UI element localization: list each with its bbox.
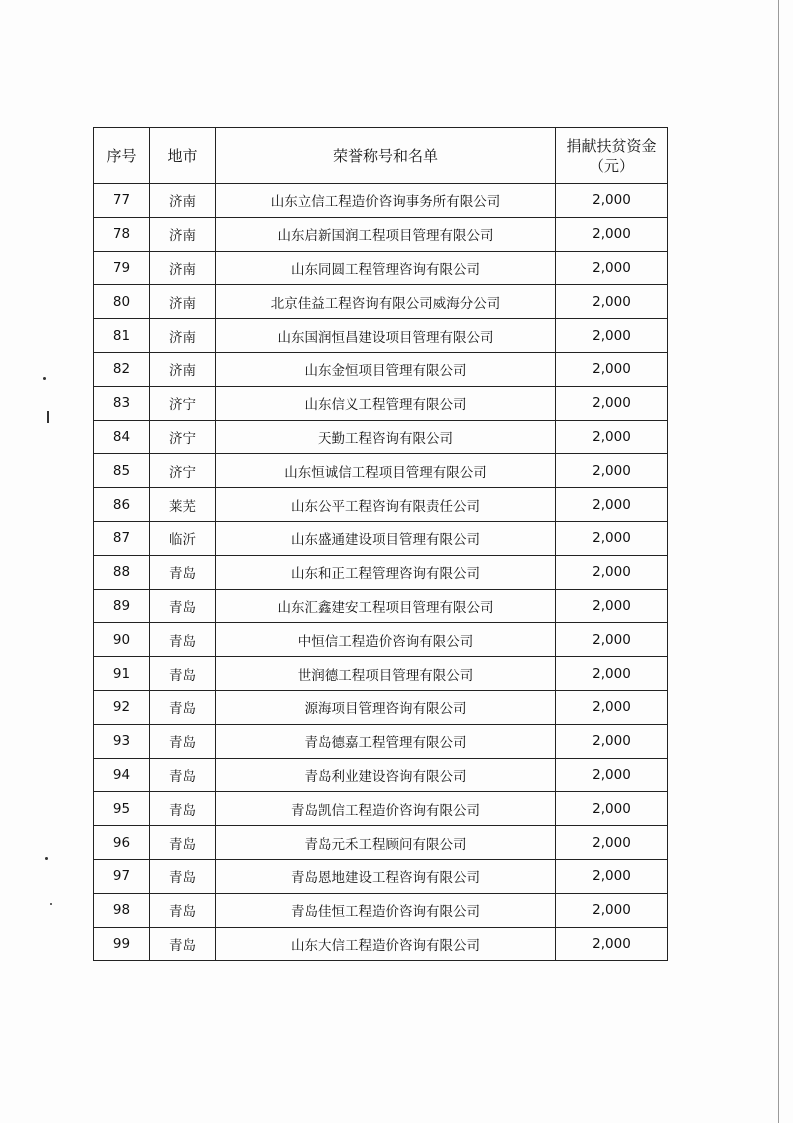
cell-no: 99	[94, 927, 150, 961]
table-row	[94, 927, 668, 961]
cell-no: 87	[94, 521, 150, 555]
cell-amount: 2,000	[556, 386, 668, 420]
cell-city: 青岛	[150, 758, 216, 792]
cell-city: 青岛	[150, 690, 216, 724]
cell-city: 青岛	[150, 623, 216, 657]
table-row	[94, 724, 668, 758]
table-row	[94, 420, 668, 454]
cell-city: 青岛	[150, 657, 216, 691]
cell-no: 98	[94, 893, 150, 927]
cell-city: 济南	[150, 217, 216, 251]
cell-no: 83	[94, 386, 150, 420]
scan-speck	[45, 857, 48, 860]
cell-amount: 2,000	[556, 859, 668, 893]
cell-name: 青岛德嘉工程管理有限公司	[216, 724, 556, 758]
cell-city: 济宁	[150, 386, 216, 420]
table-row	[94, 251, 668, 285]
cell-name: 中恒信工程造价咨询有限公司	[216, 623, 556, 657]
cell-amount: 2,000	[556, 792, 668, 826]
table-row	[94, 589, 668, 623]
cell-no: 88	[94, 555, 150, 589]
cell-city: 济南	[150, 319, 216, 353]
table-header-row	[94, 128, 668, 184]
table-row	[94, 285, 668, 319]
cell-amount: 2,000	[556, 724, 668, 758]
cell-city: 济南	[150, 184, 216, 218]
cell-name: 山东启新国润工程项目管理有限公司	[216, 217, 556, 251]
scan-edge-line	[778, 0, 779, 1123]
cell-name: 山东立信工程造价咨询事务所有限公司	[216, 184, 556, 218]
cell-city: 临沂	[150, 521, 216, 555]
cell-no: 89	[94, 589, 150, 623]
cell-city: 青岛	[150, 724, 216, 758]
scan-speck	[43, 377, 46, 380]
cell-no: 86	[94, 488, 150, 522]
cell-no: 80	[94, 285, 150, 319]
table-row	[94, 859, 668, 893]
cell-city: 济南	[150, 352, 216, 386]
cell-city: 济南	[150, 285, 216, 319]
scan-speck	[47, 411, 49, 423]
header-no: 序号	[94, 128, 150, 184]
cell-name: 山东金恒项目管理有限公司	[216, 352, 556, 386]
cell-city: 青岛	[150, 927, 216, 961]
table-row	[94, 657, 668, 691]
table-row	[94, 521, 668, 555]
cell-name: 山东汇鑫建安工程项目管理有限公司	[216, 589, 556, 623]
cell-city: 青岛	[150, 826, 216, 860]
cell-city: 莱芜	[150, 488, 216, 522]
header-amount	[556, 128, 668, 184]
cell-city: 济宁	[150, 454, 216, 488]
cell-no: 84	[94, 420, 150, 454]
table-row	[94, 319, 668, 353]
cell-no: 82	[94, 352, 150, 386]
cell-name: 源海项目管理咨询有限公司	[216, 690, 556, 724]
cell-amount: 2,000	[556, 758, 668, 792]
cell-name: 青岛佳恒工程造价咨询有限公司	[216, 893, 556, 927]
cell-no: 92	[94, 690, 150, 724]
cell-no: 77	[94, 184, 150, 218]
cell-amount: 2,000	[556, 319, 668, 353]
table-row	[94, 690, 668, 724]
table-row	[94, 386, 668, 420]
cell-city: 青岛	[150, 893, 216, 927]
cell-no: 91	[94, 657, 150, 691]
cell-amount: 2,000	[556, 521, 668, 555]
table-row	[94, 352, 668, 386]
cell-amount: 2,000	[556, 690, 668, 724]
cell-name: 青岛凯信工程造价咨询有限公司	[216, 792, 556, 826]
cell-amount: 2,000	[556, 184, 668, 218]
table-row	[94, 792, 668, 826]
cell-name: 天勤工程咨询有限公司	[216, 420, 556, 454]
cell-city: 青岛	[150, 589, 216, 623]
cell-name: 山东信义工程管理有限公司	[216, 386, 556, 420]
cell-name: 山东大信工程造价咨询有限公司	[216, 927, 556, 961]
header-amount-label: 捐献扶贫资金（元）	[566, 136, 657, 175]
table-row	[94, 623, 668, 657]
cell-amount: 2,000	[556, 657, 668, 691]
cell-amount: 2,000	[556, 285, 668, 319]
cell-amount: 2,000	[556, 454, 668, 488]
table-row	[94, 555, 668, 589]
table-row	[94, 893, 668, 927]
cell-no: 90	[94, 623, 150, 657]
cell-name: 山东国润恒昌建设项目管理有限公司	[216, 319, 556, 353]
table-row	[94, 217, 668, 251]
cell-amount: 2,000	[556, 217, 668, 251]
cell-no: 81	[94, 319, 150, 353]
cell-name: 北京佳益工程咨询有限公司威海分公司	[216, 285, 556, 319]
cell-amount: 2,000	[556, 352, 668, 386]
table-row	[94, 184, 668, 218]
cell-no: 78	[94, 217, 150, 251]
scan-speck	[50, 903, 52, 905]
cell-amount: 2,000	[556, 555, 668, 589]
cell-name: 山东和正工程管理咨询有限公司	[216, 555, 556, 589]
table-row	[94, 826, 668, 860]
honor-list-table	[93, 127, 668, 961]
table-row	[94, 758, 668, 792]
cell-name: 山东恒诚信工程项目管理有限公司	[216, 454, 556, 488]
cell-amount: 2,000	[556, 251, 668, 285]
header-name: 荣誉称号和名单	[216, 128, 556, 184]
cell-name: 世润德工程项目管理有限公司	[216, 657, 556, 691]
cell-no: 94	[94, 758, 150, 792]
cell-city: 青岛	[150, 792, 216, 826]
cell-name: 青岛元禾工程顾问有限公司	[216, 826, 556, 860]
cell-city: 青岛	[150, 859, 216, 893]
cell-amount: 2,000	[556, 893, 668, 927]
cell-amount: 2,000	[556, 927, 668, 961]
cell-no: 96	[94, 826, 150, 860]
table-body	[94, 184, 668, 961]
cell-amount: 2,000	[556, 623, 668, 657]
cell-city: 济宁	[150, 420, 216, 454]
cell-no: 85	[94, 454, 150, 488]
header-city: 地市	[150, 128, 216, 184]
cell-no: 79	[94, 251, 150, 285]
cell-no: 95	[94, 792, 150, 826]
cell-no: 93	[94, 724, 150, 758]
cell-name: 山东盛通建设项目管理有限公司	[216, 521, 556, 555]
cell-amount: 2,000	[556, 488, 668, 522]
table-row	[94, 488, 668, 522]
cell-name: 青岛恩地建设工程咨询有限公司	[216, 859, 556, 893]
cell-amount: 2,000	[556, 420, 668, 454]
cell-name: 青岛利业建设咨询有限公司	[216, 758, 556, 792]
cell-amount: 2,000	[556, 826, 668, 860]
cell-city: 济南	[150, 251, 216, 285]
cell-name: 山东同圆工程管理咨询有限公司	[216, 251, 556, 285]
cell-no: 97	[94, 859, 150, 893]
cell-city: 青岛	[150, 555, 216, 589]
table-row	[94, 454, 668, 488]
cell-amount: 2,000	[556, 589, 668, 623]
cell-name: 山东公平工程咨询有限责任公司	[216, 488, 556, 522]
